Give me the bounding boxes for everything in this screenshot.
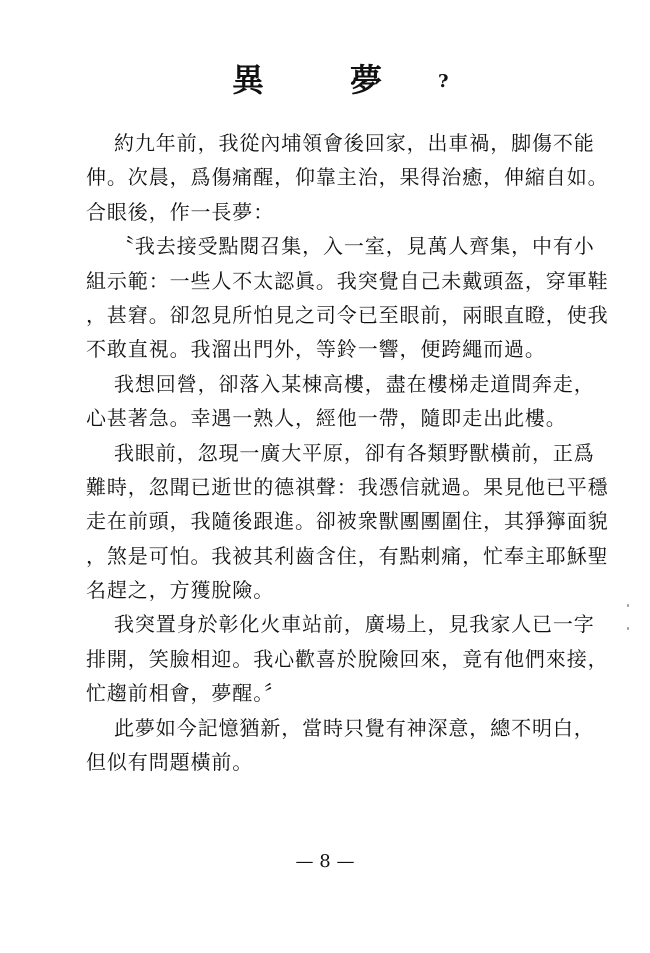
text-line: 但似有問題橫前。 [86, 750, 254, 775]
text-line: 難時，忽聞已逝世的德祺聲：我憑信就過。果見他已平穩 [86, 474, 609, 499]
text-line: 排開，笑臉相迎。我心歡喜於脫險回來，竟有他們來接， [86, 646, 609, 671]
article-body [86, 126, 609, 779]
text-line: 走在前頭，我隨後跟進。卻被衆獸團團圍住，其猙獰面貌 [86, 509, 609, 534]
text-line: 我想回營，卻落入某棟高樓，盡在樓梯走道間奔走， [114, 371, 595, 396]
text-line: 〝我去接受點閱召集，入一室，見萬人齊集，中有小 [114, 234, 595, 259]
scan-speck [627, 604, 629, 607]
text-line: 我眼前，忽現一廣大平原，卻有各類野獸橫前，正爲 [114, 440, 595, 465]
paragraph-5 [86, 607, 609, 710]
title-question-mark: ? [438, 71, 449, 92]
text-line: ，煞是可怕。我被其利齒含住，有點刺痛，忙奉主耶穌聖 [86, 543, 609, 568]
text-line: 組示範：一些人不太認眞。我突覺自己未戴頭盔，穿軍鞋 [86, 268, 609, 293]
paragraph-4 [86, 436, 609, 608]
text-line: 伸。次晨，爲傷痛醒，仰靠主治，果得治癒，伸縮自如。 [86, 165, 609, 190]
paragraph-2 [86, 229, 609, 367]
paragraph-3 [86, 367, 595, 436]
title-char-1: 異 [232, 61, 265, 99]
text-line: 不敢直視。我溜出門外，等鈴一響，便跨繩而過。 [86, 337, 546, 362]
scan-speck [627, 627, 629, 630]
text-line: 名趕之，方獲脫險。 [86, 578, 275, 603]
text-line: 我突置身於彰化火車站前，廣場上，見我家人已一字 [114, 612, 595, 637]
text-line: 約九年前，我從內埔領會後回家，出車禍，脚傷不能 [114, 131, 595, 155]
text-line: 此夢如今記憶猶新，當時只覺有神深意，總不明白， [114, 715, 595, 740]
paragraph-1 [86, 126, 609, 229]
text-line: 忙趨前相會，夢醒。〞 [86, 681, 285, 706]
text-line: 合眼後，作一長夢： [86, 199, 275, 224]
text-line: ，甚窘。卻忽見所怕見之司令已至眼前，兩眼直瞪，使我 [86, 302, 609, 327]
paragraph-6 [86, 711, 595, 780]
page-title [0, 58, 650, 102]
page-number: — 8 — [295, 851, 355, 872]
text-line: 心甚著急。幸遇一熟人，經他一帶，隨即走出此樓。 [86, 406, 567, 431]
title-char-2: 夢 [350, 61, 383, 99]
